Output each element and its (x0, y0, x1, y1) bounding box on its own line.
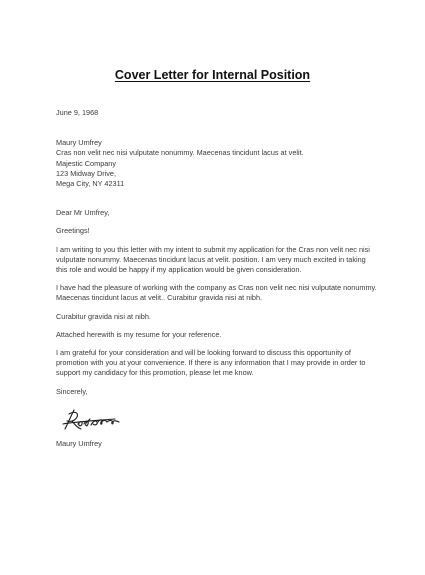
letter-date: June 9, 1968 (56, 108, 99, 117)
body-paragraph-5: I am grateful for your consideration and will be looking forward to discuss this opportunity of promotion with you at your convenience. If there is any information that I may provide in order to support my candidacy for this promotion, please let me know. (56, 348, 366, 378)
signer-name: Maury Umfrey (56, 438, 102, 448)
body-paragraph-4: Attached herewith is my resume for your reference. (56, 329, 222, 339)
recipient-city: Mega City, NY 42311 (56, 179, 125, 189)
body-paragraph-1: I am writing to you this letter with my intent to submit my application for the Cras non velit nec nisi vulputate nonummy. Maecenas tincidunt lacus at velit. position. I am very much excited in taking this role and would be happy if my application would be given consideration. (56, 244, 370, 275)
handwritten-signature-icon (60, 407, 122, 433)
body-paragraph-3: Curabitur gravida nisi at nibh. (56, 311, 151, 321)
letter-title: Cover Letter for Internal Position (114, 68, 311, 82)
recipient-street: 123 Midway Drive, (56, 168, 117, 178)
recipient-line-2: Cras non velit nec nisi vulputate nonummy. Maecenas tincidunt lacus at velit. (56, 148, 304, 158)
salutation: Dear Mr Umfrey, (56, 208, 110, 218)
body-paragraph-2: I have had the pleasure of working with the company as Cras non velit nec nisi vulputate nonummy. Maecenas tincidunt lacus at velit.. Curabitur gravida nisi at nibh. (56, 283, 377, 303)
recipient-company: Majestic Company (56, 158, 117, 168)
closing: Sincerely, (56, 386, 88, 396)
letter-body (56, 108, 378, 449)
greeting: Greetings! (56, 226, 90, 236)
recipient-address (56, 138, 378, 189)
recipient-name: Maury Umfrey (56, 138, 102, 148)
